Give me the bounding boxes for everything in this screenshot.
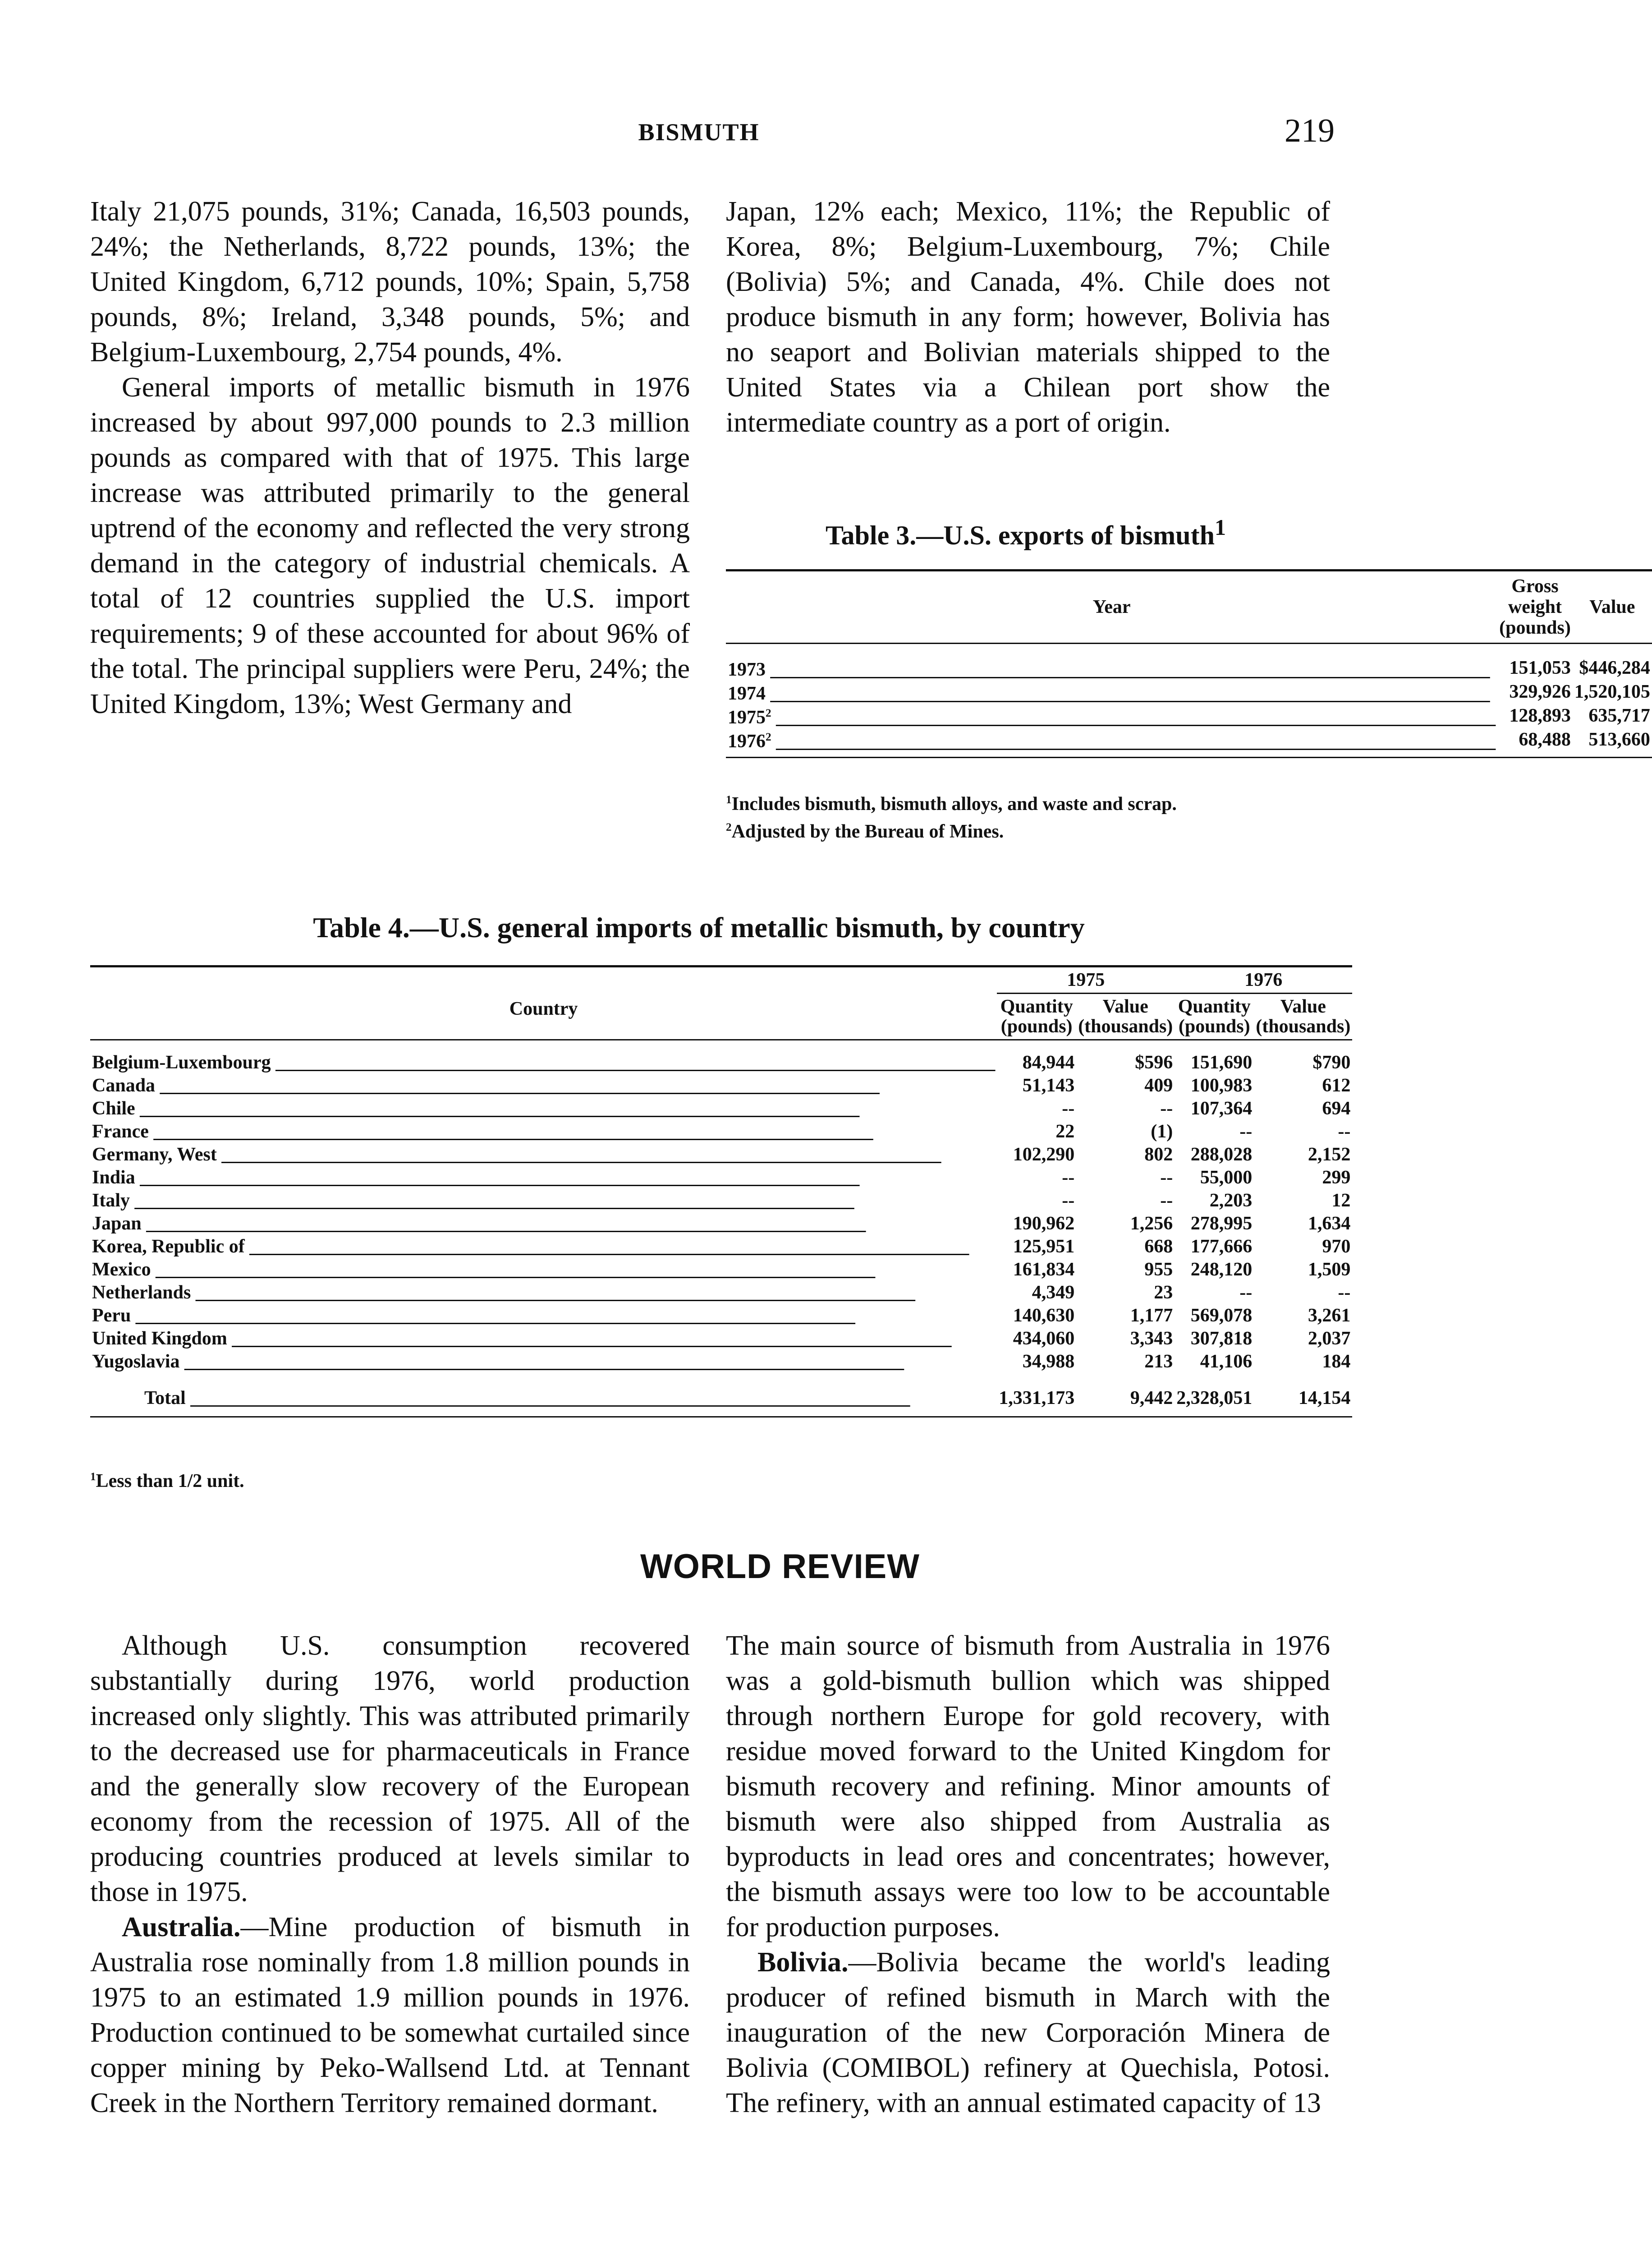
paragraph: Although U.S. consumption recovered substantially during 1976, world production increased only slightly. This was attributed primarily to the decreased use for pharmaceuticals in France and the generally slow recovery of the European economy from the recession of 1975. All of the producing countries produced at levels similar to those in 1975. <box>90 1630 690 1907</box>
quantity-cell: 307,818 <box>1190 1328 1253 1349</box>
running-head: BISMUTH <box>638 119 760 146</box>
table-row <box>726 656 1652 680</box>
value-cell: 668 <box>1144 1236 1173 1257</box>
footnote: $^1$Includes bismuth, bismuth alloys, and waste and scrap. <box>726 794 1177 815</box>
quantity-cell: 278,995 <box>1190 1213 1253 1234</box>
table-row <box>90 1120 1352 1143</box>
value-cell: $596 <box>1135 1052 1173 1073</box>
quantity-cell: -- <box>1062 1098 1075 1119</box>
country-cell: Germany, West _____ <box>90 1143 997 1166</box>
table-row <box>90 1143 1352 1166</box>
table3-title: Table 3.—U.S. exports of bismuth$^1$ <box>826 515 1226 550</box>
section-heading: WORLD REVIEW <box>640 1547 920 1586</box>
country-cell: Belgium-Luxembourg _____ <box>90 1051 997 1074</box>
weight-cell: 128,893 <box>1509 705 1571 726</box>
value-cell: -- <box>1338 1282 1351 1303</box>
quantity-cell: 107,364 <box>1190 1098 1253 1119</box>
table-row <box>90 1051 1352 1074</box>
quantity-cell: 190,962 <box>1013 1213 1075 1234</box>
value-cell: 14,154 <box>1298 1388 1351 1408</box>
table-row <box>90 1166 1352 1189</box>
value-cell: -- <box>1160 1167 1173 1188</box>
table4-header-country: Country <box>90 966 997 1040</box>
top-left-column <box>90 194 690 722</box>
paragraph: General imports of metallic bismuth in 1976 increased by about 997,000 pounds to 2.3 million pounds as compared with that of 1975. This large increase was attributed primarily to the general uptrend of the economy and reflected the very strong demand in the category of industrial chemicals. A total of 12 countries supplied the U.S. import requirements; 9 of these accounted for about 96% of the total. The principal suppliers were Peru, 24%; the United Kingdom, 13%; West Germany and <box>90 372 690 719</box>
table-row <box>90 1235 1352 1258</box>
country-cell: Yugoslavia _____ <box>90 1350 997 1373</box>
total-label: Total _____ <box>90 1387 997 1410</box>
country-cell: United Kingdom _____ <box>90 1327 997 1350</box>
table3-header-value: Value <box>1589 597 1635 617</box>
quantity-cell: 140,630 <box>1013 1305 1075 1326</box>
country-cell: Netherlands _____ <box>90 1281 997 1304</box>
table3-header-year: Year <box>1092 597 1131 617</box>
quantity-cell: 100,983 <box>1190 1075 1253 1096</box>
value-cell: 612 <box>1322 1075 1351 1096</box>
value-cell: 213 <box>1144 1351 1173 1372</box>
table-row <box>90 1212 1352 1235</box>
quantity-cell: 288,028 <box>1190 1144 1253 1165</box>
quantity-cell: 177,666 <box>1190 1236 1253 1257</box>
quantity-cell: -- <box>1062 1190 1075 1211</box>
quantity-cell: 51,143 <box>1022 1075 1075 1096</box>
table4-footnote: $^1$Less than 1/2 unit. <box>90 1471 244 1491</box>
paragraph: Italy 21,075 pounds, 31%; Canada, 16,503 pounds, 24%; the Netherlands, 8,722 pounds, 13%; the United Kingdom, 6,712 pounds, 10%; Spain, 5,758 pounds, 8%; Ireland, 3,348 pounds, 5%; and Belgium-Luxembourg, 2,754 pounds, 4%. <box>90 196 690 368</box>
quantity-cell: 55,000 <box>1200 1167 1253 1188</box>
world-review-right-column <box>726 1628 1330 2121</box>
quantity-cell: -- <box>1239 1282 1253 1303</box>
value-cell: 1,520,105 <box>1574 681 1650 702</box>
value-cell: 3,261 <box>1308 1305 1351 1326</box>
quantity-cell: -- <box>1239 1121 1253 1142</box>
value-cell: -- <box>1160 1190 1173 1211</box>
quantity-cell: 125,951 <box>1013 1236 1075 1257</box>
paragraph: The main source of bismuth from Australia in 1976 was a gold-bismuth bullion which was shipped through northern Europe for gold recovery, with residue moved forward to the United Kingdom for bismuth recovery and refining. Minor amounts of bismuth were also shipped from Australia as byproducts in lead ores and concentrates; however, the bismuth assays were too low to be accountable for production purposes. <box>726 1630 1330 1942</box>
country-cell: Canada _____ <box>90 1074 997 1097</box>
quantity-cell: 434,060 <box>1013 1328 1075 1349</box>
value-cell: 1,256 <box>1130 1213 1173 1234</box>
table3-header-weight: Gross weight (pounds) <box>1499 576 1571 638</box>
paragraph: Japan, 12% each; Mexico, 11%; the Republic of Korea, 8%; Belgium-Luxembourg, 7%; Chile (Bolivia) 5%; and Canada, 4%. Chile does not produce bismuth in any form; however, Bolivia has no seaport and Bolivian materials shipped to the United States via a Chilean port show the intermediate country as a port of origin. <box>726 196 1330 438</box>
top-right-column <box>726 194 1330 440</box>
value-cell: (1) <box>1151 1121 1173 1142</box>
value-cell: -- <box>1338 1121 1351 1142</box>
quantity-cell: 248,120 <box>1190 1259 1253 1280</box>
footnote: $^2$Adjusted by the Bureau of Mines. <box>726 821 1004 842</box>
quantity-cell: 34,988 <box>1022 1351 1075 1372</box>
weight-cell: 68,488 <box>1519 729 1571 750</box>
quantity-cell: 161,834 <box>1013 1259 1075 1280</box>
table-row <box>90 1350 1352 1373</box>
table4-header-quantity: Quantity (pounds) <box>1000 996 1073 1037</box>
table4 <box>90 965 1352 1417</box>
quantity-cell: 4,349 <box>1032 1282 1075 1303</box>
quantity-cell: 2,328,051 <box>1176 1388 1253 1408</box>
weight-cell: 151,053 <box>1509 657 1571 678</box>
table-row <box>90 1258 1352 1281</box>
country-cell: Chile _____ <box>90 1097 997 1120</box>
country-cell: Peru _____ <box>90 1304 997 1327</box>
quantity-cell: 22 <box>1055 1121 1075 1142</box>
country-cell: Italy _____ <box>90 1189 997 1212</box>
table-row <box>726 727 1652 751</box>
year-cell: 1974 _____ <box>726 680 1497 704</box>
country-cell: Japan _____ <box>90 1212 997 1235</box>
table4-title: Table 4.—U.S. general imports of metallic bismuth, by country <box>313 911 1085 943</box>
value-cell: -- <box>1160 1098 1173 1119</box>
value-cell: $446,284 <box>1579 657 1650 678</box>
value-cell: 2,152 <box>1308 1144 1351 1165</box>
year-cell: 1973 _____ <box>726 656 1497 680</box>
value-cell: 9,442 <box>1130 1388 1173 1408</box>
value-cell: 23 <box>1154 1282 1173 1303</box>
table-row <box>726 704 1652 727</box>
country-cell: India _____ <box>90 1166 997 1189</box>
table4-header-value: Value (thousands) <box>1256 996 1351 1037</box>
weight-cell: 329,926 <box>1509 681 1571 702</box>
table3 <box>726 569 1652 758</box>
value-cell: 635,717 <box>1588 705 1650 726</box>
value-cell: 2,037 <box>1308 1328 1351 1349</box>
value-cell: 513,660 <box>1588 729 1650 750</box>
value-cell: 970 <box>1322 1236 1351 1257</box>
country-cell: Mexico _____ <box>90 1258 997 1281</box>
table-row <box>90 1327 1352 1350</box>
paragraph: Bolivia.—Bolivia became the world's leading producer of refined bismuth in March with the inauguration of the new Corporación Minera de Bolivia (COMIBOL) refinery at Quechisla, Potosi. The refinery, with an annual estimated capacity of 13 <box>726 1947 1330 2118</box>
quantity-cell: -- <box>1062 1167 1075 1188</box>
world-review-left-column <box>90 1628 690 2121</box>
table-row <box>90 1097 1352 1120</box>
quantity-cell: 41,106 <box>1200 1351 1253 1372</box>
country-cell: France _____ <box>90 1120 997 1143</box>
quantity-cell: 102,290 <box>1013 1144 1075 1165</box>
paragraph: Australia.—Mine production of bismuth in Australia rose nominally from 1.8 million pounds in 1975 to an estimated 1.9 million pounds in 1976. Production continued to be somewhat curtailed since copper mining by Peko-Wallsend Ltd. at Tennant Creek in the Northern Territory remained dormant. <box>90 1912 690 2118</box>
value-cell: 3,343 <box>1130 1328 1173 1349</box>
value-cell: 1,509 <box>1308 1259 1351 1280</box>
table4-header-year-1975: 1975 <box>997 966 1175 994</box>
quantity-cell: 569,078 <box>1190 1305 1253 1326</box>
table-row <box>90 1281 1352 1304</box>
table4-header-year-1976: 1976 <box>1175 966 1352 994</box>
value-cell: 12 <box>1331 1190 1351 1211</box>
value-cell: 409 <box>1144 1075 1173 1096</box>
value-cell: $790 <box>1312 1052 1351 1073</box>
table-row <box>726 680 1652 704</box>
value-cell: 955 <box>1144 1259 1173 1280</box>
quantity-cell: 84,944 <box>1022 1052 1075 1073</box>
value-cell: 1,634 <box>1308 1213 1351 1234</box>
table4-header-quantity: Quantity (pounds) <box>1178 996 1251 1037</box>
table-total-row <box>90 1387 1352 1410</box>
table-row <box>90 1304 1352 1327</box>
country-cell: Korea, Republic of _____ <box>90 1235 997 1258</box>
year-cell: 1976$^2$ _____ <box>726 727 1497 751</box>
quantity-cell: 2,203 <box>1209 1190 1253 1211</box>
year-cell: 1975$^2$ _____ <box>726 704 1497 727</box>
quantity-cell: 151,690 <box>1190 1052 1253 1073</box>
value-cell: 1,177 <box>1130 1305 1173 1326</box>
value-cell: 299 <box>1322 1167 1351 1188</box>
value-cell: 694 <box>1322 1098 1351 1119</box>
page-number: 219 <box>1285 112 1335 149</box>
table-row <box>90 1189 1352 1212</box>
table3-footnotes <box>726 788 1330 843</box>
value-cell: 802 <box>1144 1144 1173 1165</box>
value-cell: 184 <box>1322 1351 1351 1372</box>
table-row <box>90 1074 1352 1097</box>
quantity-cell: 1,331,173 <box>999 1388 1075 1408</box>
table4-header-value: Value (thousands) <box>1078 996 1173 1037</box>
